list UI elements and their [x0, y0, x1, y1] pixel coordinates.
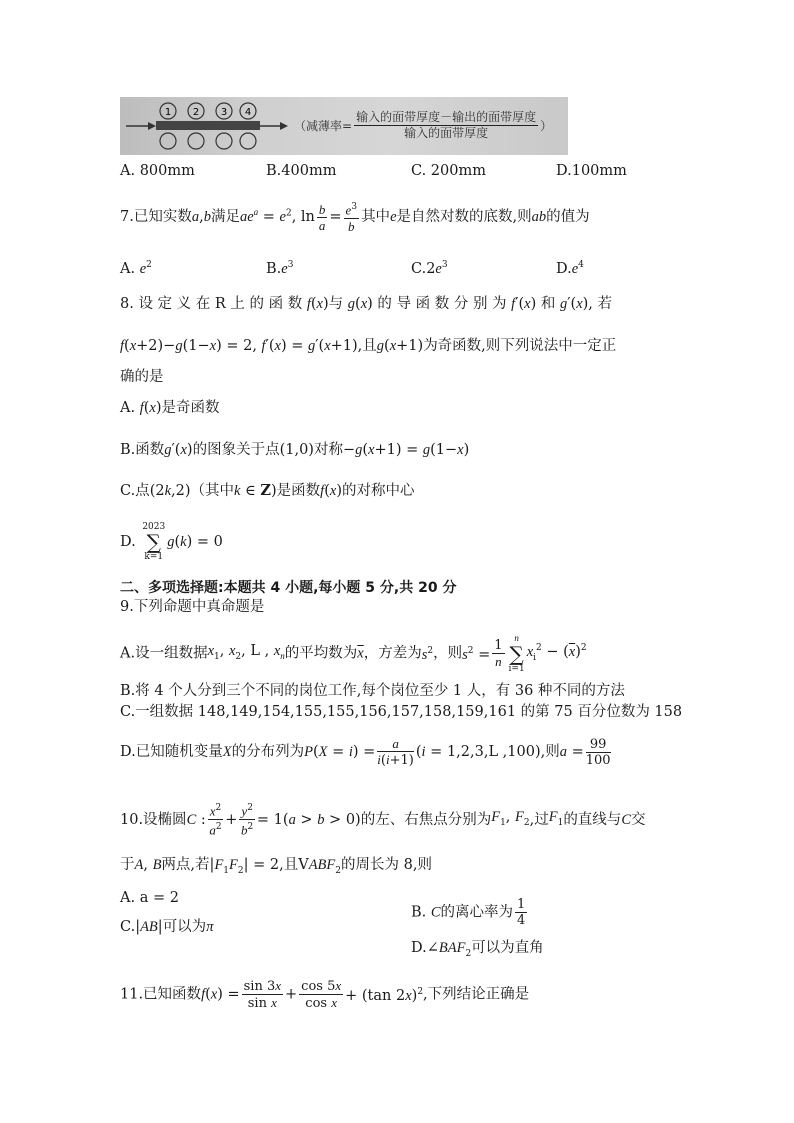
q6-option-b: B.400mm: [266, 163, 337, 179]
formula-denominator: 输入的面带厚度: [404, 126, 489, 140]
q6-option-c: C. 200mm: [411, 163, 486, 179]
q10-option-a: A. a = 2: [120, 890, 179, 906]
thinning-rate-formula: [294, 110, 552, 141]
q8-option-d: D. 2023 ∑ k=1g(k) = 0: [120, 522, 223, 562]
q10-stem-line1: 10.设椭圆C : $\frac{x^2}{a^2}$ + $\frac{y^2}{b^2}$ = 1(a > b > 0)的左、右焦点分别为$F_1$, $F_2$,过$F_1$的直线与C交: [120, 803, 646, 838]
q6-option-a: A. 800mm: [120, 163, 195, 179]
q10-stem-line2: 于A, B两点,若$|F_1F_2| = 2$,且$VABF_2$的周长为 8,则: [120, 857, 432, 876]
formula-numerator: 输入的面带厚度－输出的面带厚度: [356, 110, 537, 124]
roller-label-4: 4: [244, 107, 252, 118]
q9-option-a: A.设一组数据$x_1$, $x_2$, L , $x_n$的平均数为$\overline{x}$，方差为$s^2$，则$s^2$ = $\frac{1}{n}$ n ∑ $i=1x_i^2 - (\overline{x})^2$: [120, 633, 587, 674]
q8-option-a: A. f(x)是奇函数: [120, 400, 220, 416]
q7-option-c: $C.2e^3$: [411, 260, 448, 277]
q6-option-d: D.100mm: [556, 163, 627, 179]
q10-option-d: $D.\angle BAF_2$可以为直角: [411, 940, 544, 959]
q9-option-b: B.将 4 个人分到三个不同的岗位工作,每个岗位至少 1 人，有 36 种不同的方法: [120, 683, 625, 699]
q9-option-c: C.一组数据 148,149,154,155,155,156,157,158,159,161 的第 75 百分位数为 158: [120, 704, 683, 720]
q11-stem: 11.已知函数f(x) = $\frac{\sin 3x}{\text{sin x}}$ + $\frac{\cos 5x}{\text{cos x}}$ + (tan 2x)$^2$,下列结论正确是: [120, 978, 530, 1011]
q9-stem: 9.下列命题中真命题是: [120, 599, 265, 615]
q8-stem-line2: f(x+2)−g(1−x) = 2, f′(x) = g′(x+1),且g(x+1)为奇函数,则下列说法中一定正: [120, 338, 617, 354]
q7-option-b: $B.e^3$: [266, 260, 294, 277]
roller-label-1: 1: [164, 107, 172, 118]
q7-option-d: $D.e^4$: [556, 260, 584, 277]
q9-option-d: D.已知随机变量X的分布列为P(X = i) = $\frac{a}{i(i+1)}$ (i = 1,2,3,L ,100),则a = $\frac{99}{100}$: [120, 736, 611, 768]
q8-option-c: C.点(2k,2)（其中k ∈ Z)是函数f(x)的对称中心: [120, 482, 415, 499]
q8-option-b: B.函数g′(x)的图象关于点(1,0)对称−g(x+1) = g(1−x): [120, 442, 470, 458]
roller-label-2: 2: [192, 107, 200, 118]
section-2-title: 二、多项选择题:本题共 4 小题,每小题 5 分,共 20 分: [120, 580, 457, 596]
q10-option-c: C.|AB|可以为π: [120, 919, 214, 935]
q10-option-b: B. C的离心率为 $\frac{1}{4}$: [411, 897, 526, 928]
q7-option-a: A. $e^2$: [120, 260, 152, 277]
q8-stem-line3: 确的是: [120, 369, 164, 385]
q8-stem-line1: 8. 设 定 义 在 R 上 的 函 数 f(x)与 g(x) 的 导 函 数 分 别 为 f′(x) 和 g′(x), 若: [120, 296, 613, 312]
formula-prefix: （减薄率=: [294, 119, 353, 133]
q7-stem: 7.已知实数a,b满足$ae^a = e^2$, ln $\frac{b}{a}$ = $\frac{e^3}{b}$ 其中e是自然对数的底数,则ab的值为: [120, 201, 590, 235]
formula-suffix: ）: [540, 119, 553, 133]
roller-label-3: 3: [220, 107, 228, 118]
